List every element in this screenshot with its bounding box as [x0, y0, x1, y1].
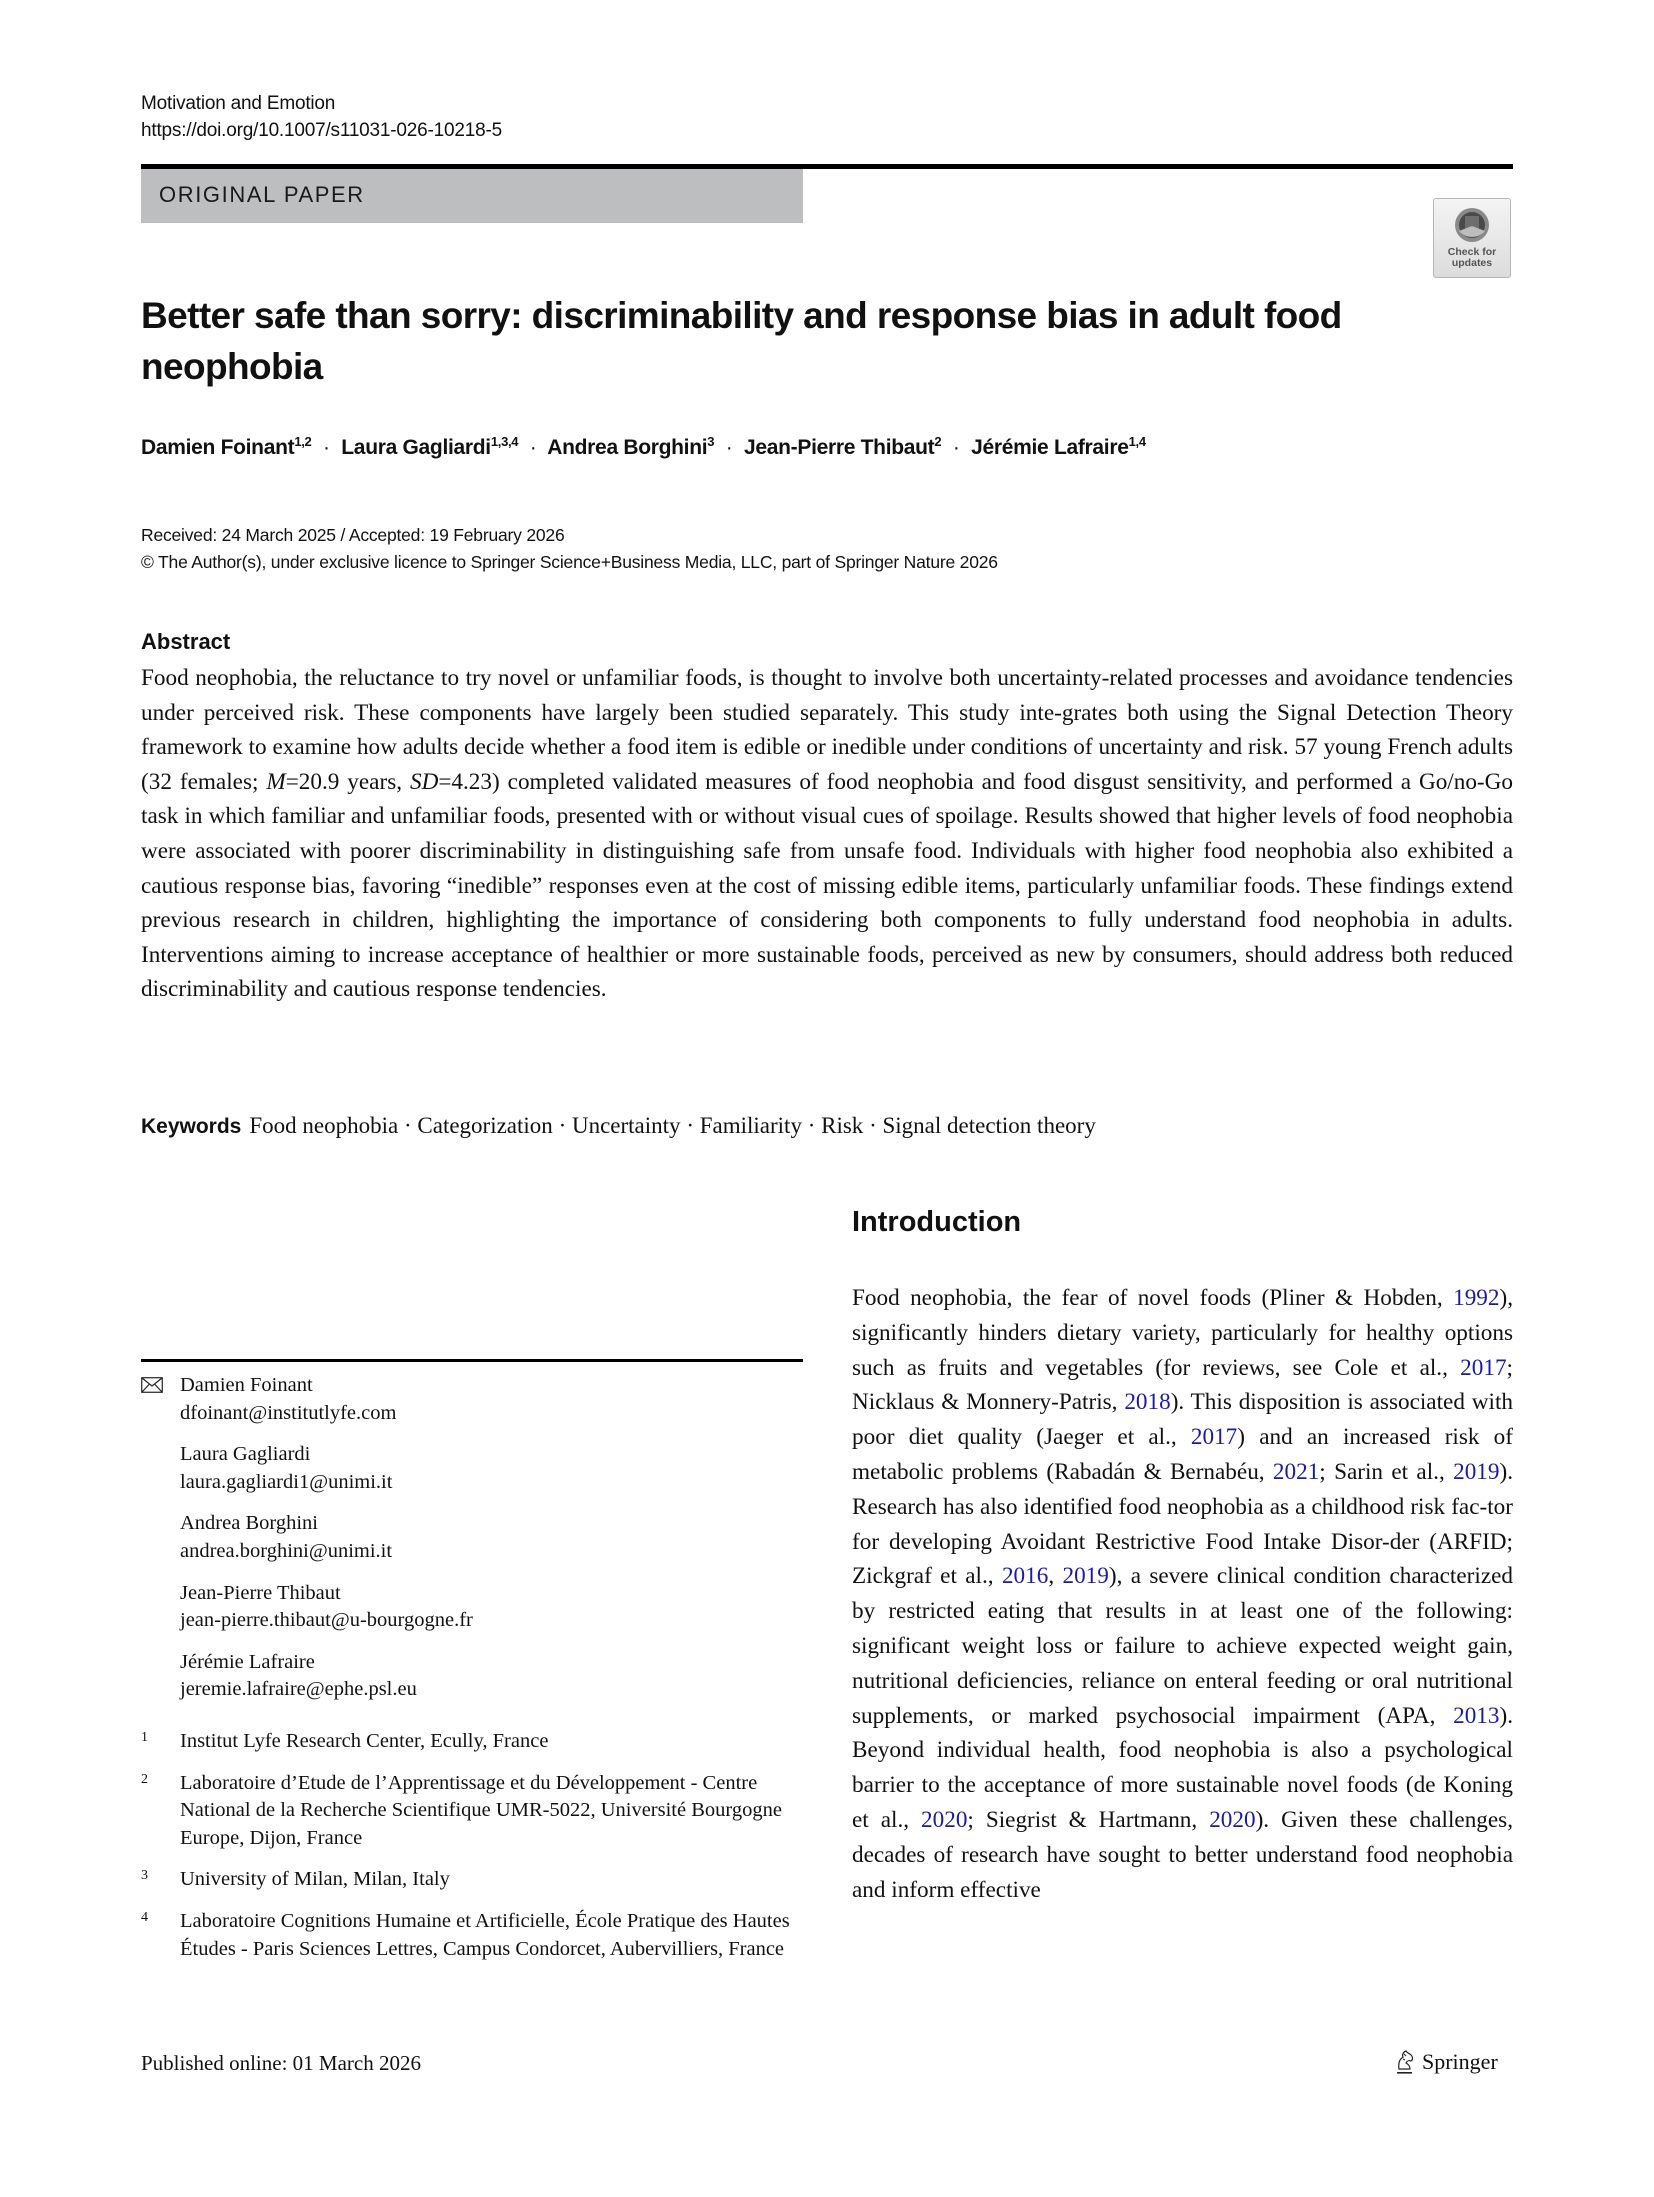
- keyword: Risk: [821, 1113, 864, 1138]
- affiliation-number: 4: [141, 1909, 148, 1925]
- keyword-separator: ·: [552, 1113, 572, 1138]
- stat-mean-label: M: [266, 768, 286, 795]
- citation-link[interactable]: 2021: [1272, 1458, 1320, 1485]
- article-type-banner: [141, 169, 803, 223]
- author-affil: 1,4: [1128, 434, 1146, 449]
- keyword: Uncertainty: [571, 1113, 681, 1138]
- contact-name: Andrea Borghini: [180, 1512, 318, 1535]
- contact-name: Jean-Pierre Thibaut: [180, 1581, 341, 1604]
- citation-link[interactable]: 2017: [1190, 1424, 1238, 1451]
- author-separator: ·: [725, 436, 733, 459]
- author-separator: ·: [529, 436, 537, 459]
- article-type-label: ORIGINAL PAPER: [159, 182, 365, 207]
- contact-entry: [141, 1649, 803, 1704]
- intro-text: ). Research has also identified food neophobia as a childhood risk fac-tor for developing Avoidant Restrictive Food Intake Disor-der (ARFID; Zickgraf et al.,: [852, 1458, 1513, 1590]
- intro-text: ; Sarin et al.,: [1319, 1458, 1454, 1485]
- author-name[interactable]: Jérémie Lafraire: [971, 436, 1129, 459]
- contact-entry: [141, 1372, 803, 1427]
- doi-link[interactable]: https://doi.org/10.1007/s11031-026-10218-5: [141, 120, 502, 141]
- contact-email[interactable]: laura.gagliardi1@unimi.it: [180, 1470, 393, 1493]
- intro-text: ). This disposition is associated with poor diet quality (Jaeger et al.,: [852, 1389, 1513, 1451]
- keyword-separator: ·: [801, 1113, 822, 1138]
- contact-entry: [141, 1441, 803, 1496]
- affiliation-text: Laboratoire Cognitions Humaine et Artificielle, École Pratique des Hautes Études - Paris Sciences Lettres, Campus Condorcet, Aubervilliers, France: [180, 1909, 790, 1960]
- publisher-logo[interactable]: [1394, 2049, 1498, 2075]
- author-affil: 3: [707, 434, 715, 449]
- author-separator: ·: [323, 436, 330, 459]
- author-affil: 1,2: [294, 434, 312, 449]
- journal-header: [141, 90, 502, 144]
- citation-link[interactable]: 2019: [1062, 1563, 1109, 1590]
- envelope-icon: [141, 1377, 163, 1393]
- affiliations: [141, 1728, 803, 1977]
- contact-entry: [141, 1580, 803, 1635]
- citation-link[interactable]: 2013: [1453, 1702, 1500, 1729]
- publisher-name: Springer: [1422, 2049, 1498, 2074]
- author-name[interactable]: Andrea Borghini: [547, 436, 708, 459]
- stat-sd-label: SD: [409, 768, 439, 795]
- affiliation-entry: [141, 1908, 803, 1963]
- citation-link[interactable]: 2016: [1001, 1563, 1049, 1590]
- contact-name: Damien Foinant: [180, 1374, 313, 1396]
- abstract-text: completed validated measures of food neophobia and food disgust sensitivity, and performed a Go/no-Go task in which familiar and unfamiliar foods, presented with or without visual cues of spoilage. Results showed that higher levels of food neophobia were associated with poorer discriminability in distinguishing safe from unsafe food. Individuals with higher food neophobia also exhibited a cautious response bias, favoring “inedible” responses even at the cost of missing edible items, particularly unfamiliar foods. These findings extend previous research in children, highlighting the importance of considering both components to fully understand food neophobia in adults. Interventions aiming to increase acceptance of healthier or more sustainable foods, perceived as new by consumers, should address both reduced discriminability and cautious response tendencies.: [141, 768, 1513, 1003]
- keyword: Categorization: [417, 1113, 553, 1138]
- affiliation-number: 3: [141, 1868, 148, 1884]
- keyword: Signal detection theory: [882, 1113, 1096, 1138]
- keyword: Familiarity: [699, 1113, 802, 1138]
- keyword: Food neophobia: [249, 1113, 399, 1138]
- citation-link[interactable]: 2020: [1209, 1806, 1256, 1833]
- affiliation-text: Laboratoire d’Etude de l’Apprentissage et du Développement - Centre National de la Recherche Scientifique UMR-5022, Université Bourgogne Europe, Dijon, France: [180, 1771, 782, 1849]
- affiliation-entry: [141, 1866, 803, 1894]
- author-affil: 2: [934, 434, 942, 449]
- contact-entry: [141, 1510, 803, 1565]
- introduction-body: [852, 1281, 1513, 1907]
- citation-link[interactable]: 2020: [921, 1806, 968, 1833]
- author-name[interactable]: Damien Foinant: [141, 436, 295, 459]
- author-affil: 1,3,4: [490, 434, 519, 449]
- intro-text: ). Given these challenges, decades of research have sought to better understand food neophobia and inform effective: [852, 1806, 1513, 1903]
- affiliation-entry: [141, 1770, 803, 1853]
- received-accepted: Received: 24 March 2025 / Accepted: 19 February 2026: [141, 525, 565, 545]
- abstract-text: Food neophobia, the reluctance to try novel or unfamiliar foods, is thought to involve both uncertainty-related processes and avoidance tendencies under perceived risk. These components have largely been studied separately. This study inte-grates both using the Signal Detection Theory framework to examine how adults decide whether a food item is edible or inedible under conditions of uncertainty and risk. 57 young French adults (32 females;: [141, 665, 1513, 795]
- affiliation-number: 2: [141, 1771, 148, 1787]
- intro-text: ), a severe clinical condition characterized by restricted eating that results in at least one of the following: significant weight loss or failure to achieve expected weight gain, nutritional deficiencies, reliance on enteral feeding or oral nutritional supplements, or marked psychosocial impairment (APA,: [852, 1563, 1513, 1729]
- affiliation-text: Institut Lyfe Research Center, Ecully, France: [180, 1730, 549, 1752]
- intro-text: ). Beyond individual health, food neophobia is also a psychological barrier to the acceptance of more sustainable novel foods (de Koning et al.,: [852, 1702, 1513, 1833]
- citation-link[interactable]: 2017: [1460, 1354, 1507, 1381]
- author-list: [141, 436, 1146, 460]
- abstract-heading: Abstract: [141, 629, 231, 654]
- copyright-line: © The Author(s), under exclusive licence to Springer Science+Business Media, LLC, part of Springer Nature 2026: [141, 552, 998, 572]
- intro-text: Food neophobia, the fear of novel foods (Pliner & Hobden,: [852, 1285, 1454, 1311]
- badge-label-line1: Check for: [1447, 246, 1497, 258]
- intro-text: ), significantly hinders dietary variety, particularly for healthy options such as fruits and vegetables (for reviews, see Cole et al.,: [852, 1285, 1513, 1381]
- intro-text: ; Nicklaus & Monnery-Patris,: [852, 1354, 1513, 1416]
- author-separator: ·: [952, 436, 960, 459]
- keywords-label: Keywords: [141, 1115, 242, 1138]
- citation-link[interactable]: 2019: [1453, 1458, 1500, 1485]
- intro-text: ) and an increased risk of metabolic problems (Rabadán & Bernabéu,: [852, 1424, 1513, 1485]
- citation-link[interactable]: 2018: [1124, 1389, 1171, 1416]
- contact-email[interactable]: dfoinant@institutlyfe.com: [180, 1401, 397, 1424]
- journal-name: Motivation and Emotion: [141, 93, 336, 114]
- abstract-body: [141, 661, 1513, 1007]
- paper-title: Better safe than sorry: discriminability and response bias in adult food neophobia: [141, 295, 1342, 387]
- contact-name: Jérémie Lafraire: [180, 1650, 315, 1673]
- check-updates-icon: [1452, 205, 1492, 245]
- stat-mean-value: =20.9 years,: [285, 768, 410, 795]
- published-online: Published online: 01 March 2026: [141, 2051, 421, 2075]
- citation-link[interactable]: 1992: [1453, 1285, 1500, 1311]
- springer-horse-icon: [1394, 2049, 1416, 2075]
- contact-name: Laura Gagliardi: [180, 1443, 311, 1466]
- intro-text: ; Siegrist & Hartmann,: [967, 1806, 1210, 1833]
- check-for-updates-badge[interactable]: [1433, 198, 1511, 278]
- contact-email[interactable]: andrea.borghini@unimi.it: [180, 1539, 393, 1562]
- introduction-heading: Introduction: [852, 1206, 1022, 1238]
- affiliation-entry: [141, 1728, 803, 1756]
- keywords: [141, 1113, 1096, 1139]
- keyword-separator: ·: [680, 1113, 700, 1138]
- author-name[interactable]: Jean-Pierre Thibaut: [744, 436, 935, 459]
- publication-dates: [141, 522, 998, 576]
- contact-email[interactable]: jeremie.lafraire@ephe.psl.eu: [180, 1678, 417, 1701]
- badge-label-line2: updates: [1451, 257, 1493, 269]
- intro-text: ,: [1048, 1563, 1063, 1590]
- keyword-separator: ·: [863, 1113, 883, 1138]
- author-name[interactable]: Laura Gagliardi: [341, 436, 491, 459]
- affiliation-text: University of Milan, Milan, Italy: [180, 1868, 450, 1891]
- affiliation-number: 1: [141, 1730, 148, 1745]
- stat-sd-value: =4.23): [438, 768, 500, 795]
- footnote-rule: [141, 1359, 803, 1362]
- author-contacts: [141, 1372, 803, 1718]
- contact-email[interactable]: jean-pierre.thibaut@u-bourgogne.fr: [180, 1609, 473, 1632]
- keyword-separator: ·: [398, 1113, 418, 1138]
